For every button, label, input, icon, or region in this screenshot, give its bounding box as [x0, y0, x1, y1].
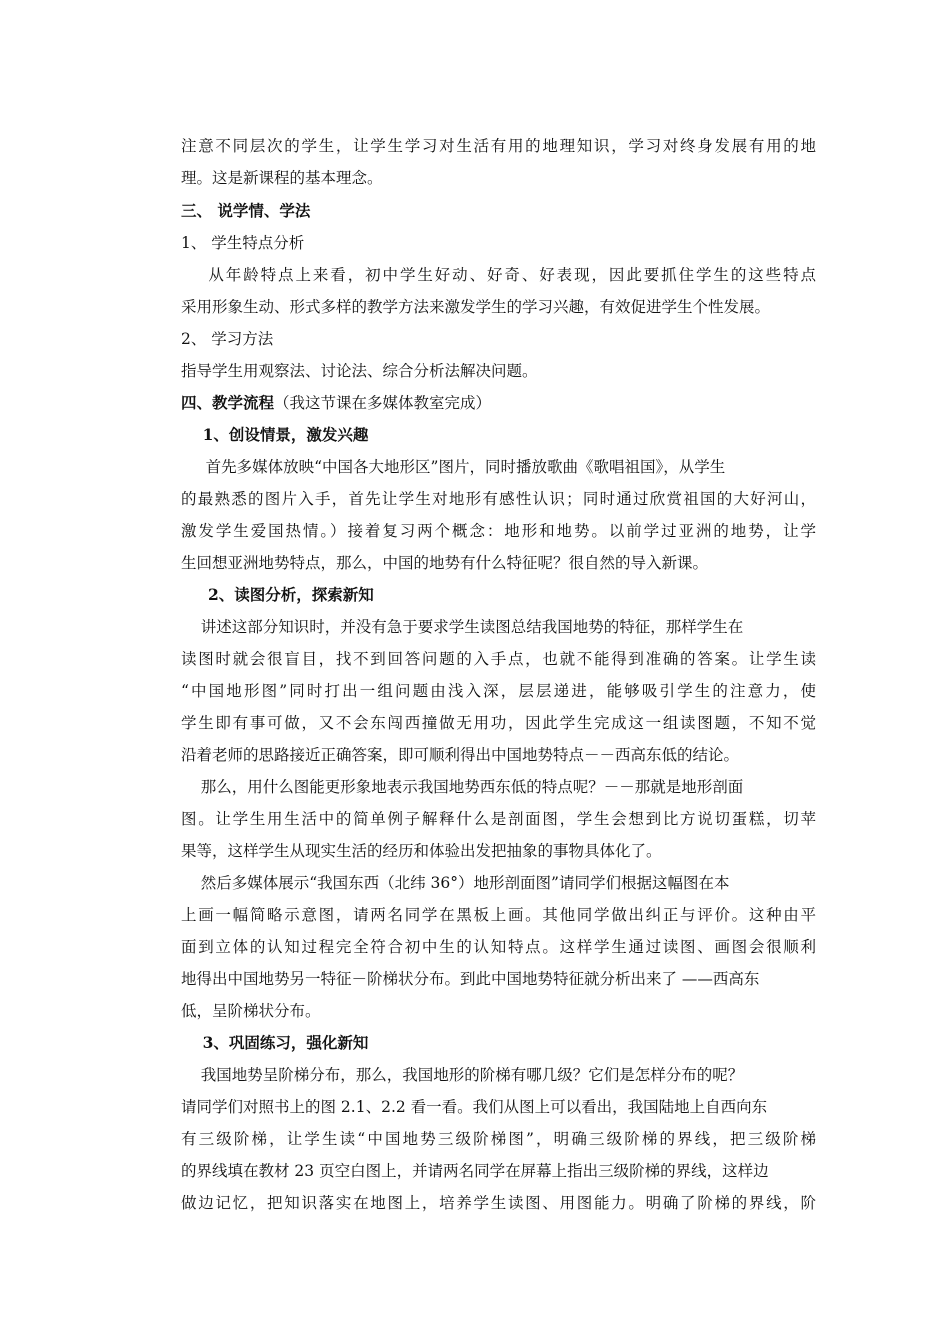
paragraph-line: 有三级阶梯，让学生读“中国地势三级阶梯图”，明确三级阶梯的界线，把三级阶梯: [181, 1130, 816, 1148]
paragraph-line: 讲述这部分知识时，并没有急于要求学生读图总结我国地势的特征，那样学生在: [181, 618, 744, 636]
paragraph-line: “中国地形图”同时打出一组问题由浅入深，层层递进，能够吸引学生的注意力，使: [181, 682, 816, 700]
paragraph-line: 做边记忆，把知识落实在地图上，培养学生读图、用图能力。明确了阶梯的界线，阶: [181, 1194, 816, 1212]
section-heading-line: [181, 393, 491, 413]
section-heading: 三、 说学情、学法: [181, 201, 311, 220]
section-note: （我这节课在多媒体教室完成）: [274, 394, 492, 412]
paragraph-line: 的界线填在教材 23 页空白图上，并请两名同学在屏幕上指出三级阶梯的界线，这样边: [181, 1162, 769, 1180]
paragraph-line: 注意不同层次的学生，让学生学习对生活有用的地理知识，学习对终身发展有用的地: [181, 137, 816, 155]
paragraph-line: 学生即有事可做，又不会东闯西撞做无用功，因此学生完成这一组读图题，不知不觉: [181, 714, 816, 732]
paragraph-line: 面到立体的认知过程完全符合初中生的认知特点。这样学生通过读图、画图会很顺利: [181, 938, 816, 956]
paragraph-line: 沿着老师的思路接近正确答案，即可顺利得出中国地势特点－－西高东低的结论。: [181, 746, 740, 764]
section-heading: 四、教学流程: [181, 393, 275, 412]
paragraph-line: 果等，这样学生从现实生活的经历和体验出发把抽象的事物具体化了。: [181, 842, 662, 860]
subsection-heading: 2、读图分析，探索新知: [181, 585, 374, 604]
paragraph-line: 从年龄特点上来看，初中学生好动、好奇、好表现，因此要抓住学生的这些特点: [181, 266, 816, 284]
paragraph-line: 上画一幅简略示意图，请两名同学在黑板上画。其他同学做出纠正与评价。这种由平: [181, 906, 816, 924]
paragraph-line: 的最熟悉的图片入手，首先让学生对地形有感性认识；同时通过欣赏祖国的大好河山，: [181, 490, 816, 508]
paragraph-line: 地得出中国地势另一特征－阶梯状分布。到此中国地势特征就分析出来了 ——西高东: [181, 970, 760, 988]
subsection-heading: 3、巩固练习，强化新知: [181, 1033, 369, 1052]
subsection-heading: 2、 学习方法: [181, 330, 274, 348]
paragraph-line: 然后多媒体展示“我国东西（北纬 36°）地形剖面图”请同学们根据这幅图在本: [181, 874, 730, 892]
paragraph-line: 请同学们对照书上的图 2.1、2.2 看一看。我们从图上可以看出，我国陆地上自西向东: [181, 1098, 768, 1116]
subsection-heading: 1、创设情景，激发兴趣: [181, 425, 369, 444]
paragraph-line: 低，呈阶梯状分布。: [181, 1002, 321, 1020]
subsection-heading: 1、 学生特点分析: [181, 234, 305, 252]
paragraph-line: 生回想亚洲地势特点，那么，中国的地势有什么特征呢？很自然的导入新课。: [181, 554, 709, 572]
paragraph-line: 那么，用什么图能更形象地表示我国地势西东低的特点呢？－－那就是地形剖面: [181, 778, 744, 796]
paragraph-line: 指导学生用观察法、讨论法、综合分析法解决问题。: [181, 362, 538, 380]
paragraph-line: 理。这是新课程的基本理念。: [181, 169, 383, 187]
paragraph-line: 图。让学生用生活中的简单例子解释什么是剖面图，学生会想到比方说切蛋糕，切苹: [181, 810, 816, 828]
paragraph-line: 激发学生爱国热情。）接着复习两个概念：地形和地势。以前学过亚洲的地势，让学: [181, 522, 816, 540]
paragraph-line: 读图时就会很盲目，找不到回答问题的入手点，也就不能得到准确的答案。让学生读: [181, 650, 816, 668]
paragraph-line: 首先多媒体放映“中国各大地形区”图片，同时播放歌曲《歌唱祖国》，从学生: [181, 458, 726, 476]
paragraph-line: 我国地势呈阶梯分布，那么，我国地形的阶梯有哪几级？它们是怎样分布的呢？: [181, 1066, 744, 1084]
paragraph-line: 采用形象生动、形式多样的教学方法来激发学生的学习兴趣，有效促进学生个性发展。: [181, 298, 771, 316]
